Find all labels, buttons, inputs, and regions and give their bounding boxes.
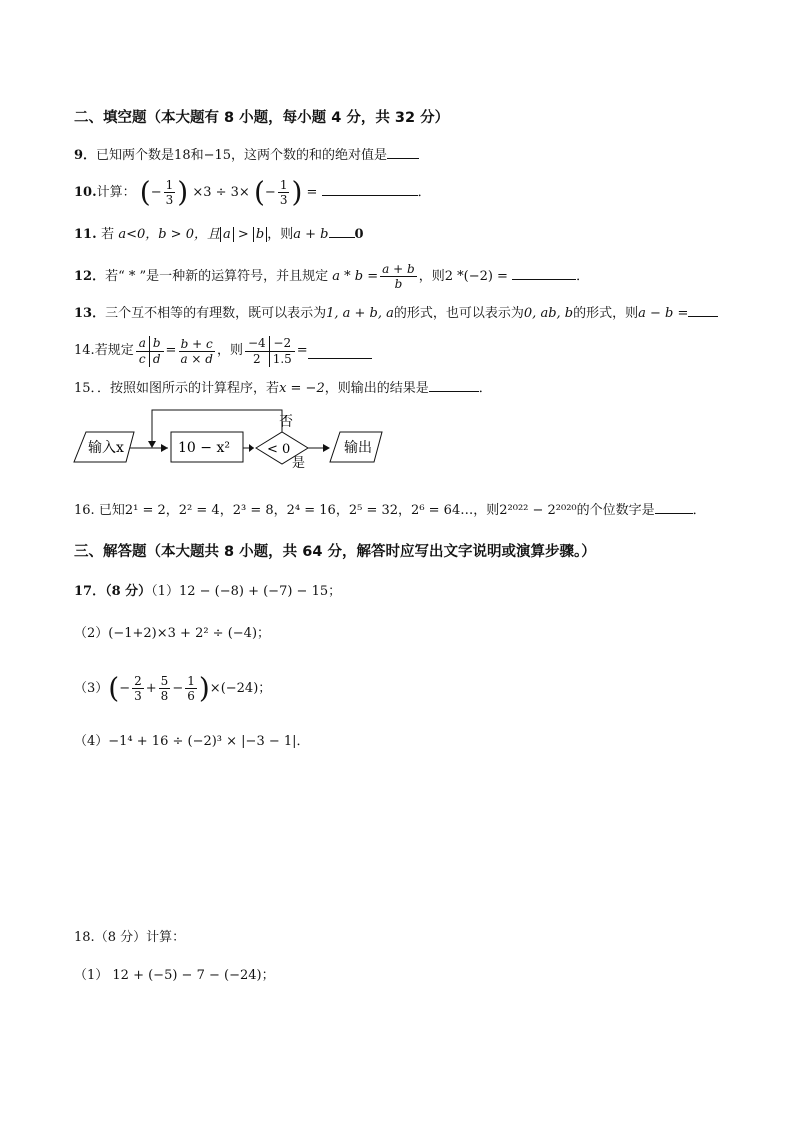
arrowhead-3 xyxy=(323,444,330,452)
question-number: 17． xyxy=(74,584,106,599)
expression: 2²⁰²² − 2²⁰²⁰ xyxy=(499,503,577,518)
flowchart xyxy=(68,404,388,474)
loop-arrowhead xyxy=(148,441,156,448)
paren-open: ( xyxy=(139,175,151,209)
answer-blank xyxy=(429,377,479,392)
question-10: 10.计算： (− $\frac{1}{3}$ ) ×3 ÷ 3× (− $\frac{1}{3}$ ) = ． xyxy=(74,175,431,209)
definition-fraction: $\frac{a + b}{b}$ xyxy=(382,262,415,291)
question-number: 14. xyxy=(74,343,95,358)
output-label: 输出 xyxy=(344,440,372,456)
part-label: （3） xyxy=(74,681,109,696)
arrowhead-1 xyxy=(161,444,168,452)
question-number: 13． xyxy=(74,306,106,321)
zero: 0 xyxy=(354,227,364,242)
question-text: 若规定 xyxy=(94,343,134,358)
process-label: 10 − x² xyxy=(178,440,230,456)
fraction: $\frac{1}{3}$ xyxy=(165,178,174,207)
question-number: 18. xyxy=(74,930,95,945)
power-5: 2⁵ = 32 xyxy=(348,503,399,518)
tail-text: 的形式，则 xyxy=(573,306,639,321)
expression: 2 *(−2) = xyxy=(444,269,508,284)
question-text: 若 xyxy=(101,227,115,242)
paren-open: ( xyxy=(253,175,265,209)
power-1: 2¹ = 2 xyxy=(124,503,166,518)
matrix-definition: a b c d xyxy=(136,336,164,367)
answer-blank xyxy=(329,223,355,238)
end-punct: ． xyxy=(478,381,492,396)
then-text: ，则 xyxy=(473,503,500,518)
question-12 xyxy=(74,262,589,291)
question-15 xyxy=(74,377,492,399)
then-text: ，则 xyxy=(216,343,243,358)
question-17-part-3: （3）(− $\frac{2}{3}$ + $\frac{5}{8}$ − $\frac{1}{6}$ )×(−24)； xyxy=(74,671,272,705)
equals-sign: = xyxy=(296,343,308,358)
question-18 xyxy=(74,928,185,948)
question-score: （8 分）计算： xyxy=(94,930,186,945)
question-number: 10. xyxy=(74,185,97,200)
answer-blank xyxy=(387,144,419,159)
question-13 xyxy=(74,302,718,324)
input-label: 输入x xyxy=(88,440,124,456)
paren-open: ( xyxy=(108,671,120,705)
no-label: 否 xyxy=(279,414,293,430)
condition: x = −2 xyxy=(279,381,325,396)
expression: a + b xyxy=(293,227,329,242)
question-label: 计算： xyxy=(96,185,136,200)
question-number: 11. xyxy=(74,227,102,242)
question-11 xyxy=(74,223,364,245)
abs-a: a xyxy=(220,227,234,242)
arrowhead-2 xyxy=(249,444,254,452)
question-17-part-4: （4）−1⁴ + 16 ÷ (−2)³ × |−3 − 1|． xyxy=(74,734,310,749)
question-18-part-1: （1） 12 + (−5) − 7 − (−24)； xyxy=(74,968,275,983)
power-2: 2² = 4 xyxy=(178,503,220,518)
expression-middle: ×3 ÷ 3× xyxy=(192,185,250,200)
tail-text: 的个位数字是 xyxy=(576,503,655,518)
paren-close: ) xyxy=(177,175,189,209)
fraction-1: $\frac{2}{3}$ xyxy=(134,674,142,703)
question-17-part-1 xyxy=(74,582,341,602)
question-17-part-2: （2）(−1+2)×3 + 2² ÷ (−4)； xyxy=(74,626,271,641)
matrix-values: −4 −2 2 1.5 xyxy=(245,336,295,367)
question-score: （8 分） xyxy=(105,584,152,599)
section-2-title: 二、填空题（本大题有 8 小题，每小题 4 分，共 32 分） xyxy=(74,110,450,126)
question-number: 12． xyxy=(74,269,106,284)
answer-blank xyxy=(308,344,372,359)
part-tail: ×(−24)； xyxy=(209,681,272,696)
end-punct: ． xyxy=(576,269,590,284)
answer-blank xyxy=(512,265,576,280)
expression: a − b = xyxy=(638,306,689,321)
definition-fraction: $\frac{b + c}{a \times d}$ xyxy=(180,336,213,366)
power-4: 2⁴ = 16 xyxy=(286,503,336,518)
then-text: ，则 xyxy=(418,269,445,284)
answer-blank xyxy=(322,181,418,196)
definition-lhs: a * b = xyxy=(332,269,379,284)
section-3-title: 三、解答题（本大题共 8 小题，共 64 分，解答时应写出文字说明或演算步骤。） xyxy=(74,544,596,560)
paren-close: ) xyxy=(198,671,210,705)
answer-blank xyxy=(655,499,693,514)
question-number: 16. xyxy=(74,503,99,518)
middle-text: 的形式，也可以表示为 xyxy=(393,306,524,321)
question-text: ．按照如图所示的计算程序，若 xyxy=(97,381,280,396)
form-1: 1, a + b, a xyxy=(326,306,394,321)
question-14 xyxy=(74,334,372,368)
part-1: （1）12 − (−8) + (−7) − 15； xyxy=(151,584,342,599)
condition: a<0，b > 0，且 xyxy=(118,227,220,242)
tail-text: ，则输出的结果是 xyxy=(324,381,429,396)
equals-sign: = xyxy=(306,185,318,200)
question-number: 9． xyxy=(74,148,97,163)
gt-sign: > xyxy=(233,227,253,242)
question-16: 16. 已知2¹ = 2，2² = 4，2³ = 8，2⁴ = 16，2⁵ = 32，2⁶ = 64…，则2²⁰²² − 2²⁰²⁰的个位数字是 ． xyxy=(74,499,706,521)
question-number: 15． xyxy=(74,381,98,396)
paren-close: ) xyxy=(291,175,303,209)
answer-blank xyxy=(688,302,718,317)
power-6: 2⁶ = 64… xyxy=(411,503,474,518)
yes-label: 是 xyxy=(292,456,306,471)
fraction-2: $\frac{5}{8}$ xyxy=(160,674,169,703)
fraction: $\frac{1}{3}$ xyxy=(279,178,288,207)
form-2: 0, ab, b xyxy=(523,306,574,321)
decision-label: < 0 xyxy=(267,442,291,457)
fraction-3: $\frac{1}{6}$ xyxy=(187,674,195,703)
end-punct: ． xyxy=(417,185,431,200)
question-9 xyxy=(74,144,419,166)
abs-b: b xyxy=(253,227,267,242)
then-text: ，则 xyxy=(267,227,294,242)
question-text: 已知两个数是18和−15，这两个数的和的绝对值是 xyxy=(96,148,388,163)
question-text: 已知 xyxy=(98,503,125,518)
end-punct: ． xyxy=(692,503,706,518)
equals-sign: = xyxy=(165,343,177,358)
question-text: 三个互不相等的有理数，既可以表示为 xyxy=(105,306,327,321)
power-3: 2³ = 8 xyxy=(232,503,274,518)
question-text: 若“ * ”是一种新的运算符号，并且规定 xyxy=(105,269,329,284)
